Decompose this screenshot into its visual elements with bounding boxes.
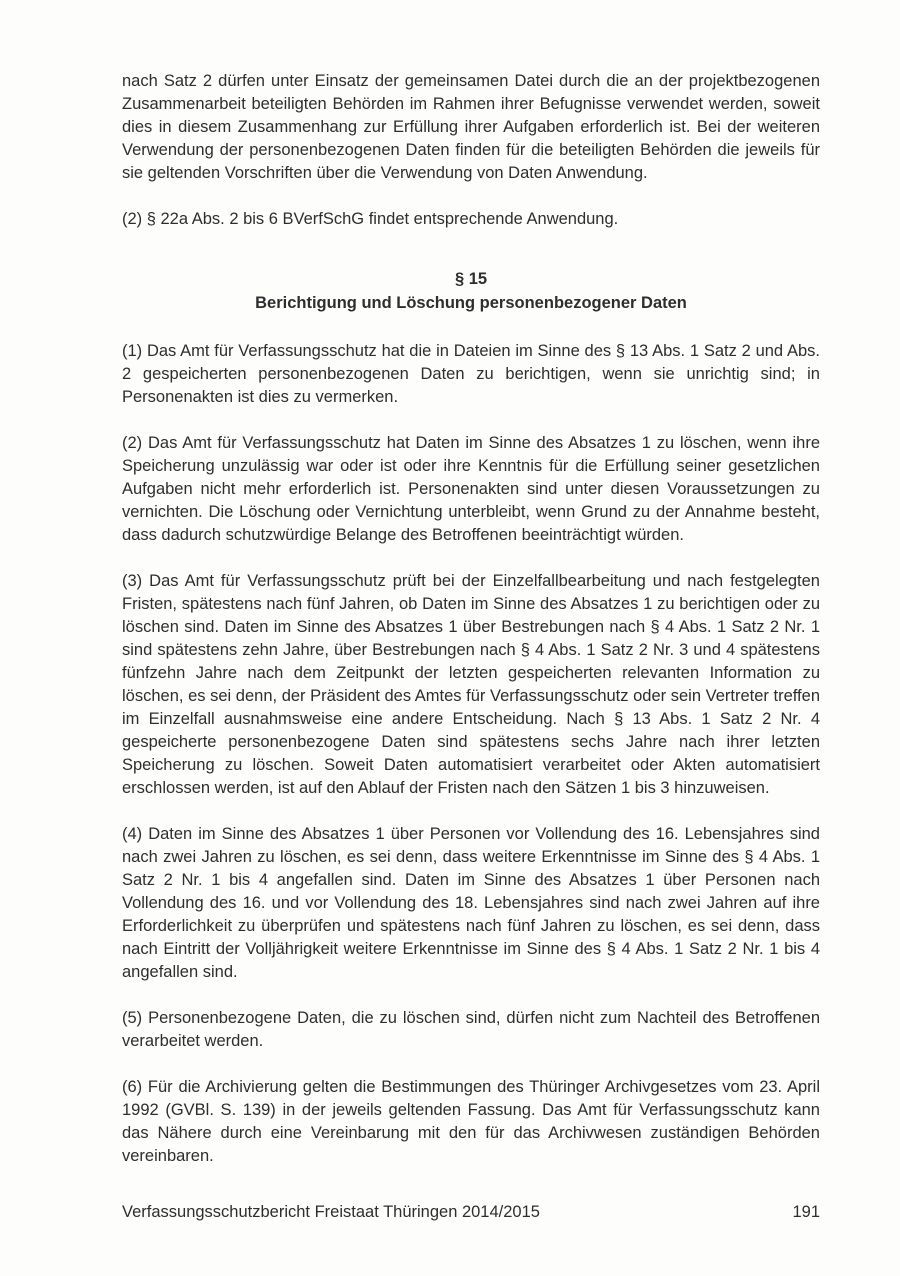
footer-report-title: Verfassungsschutzbericht Freistaat Thüringen 2014/2015	[122, 1203, 540, 1221]
paragraph-bverfschg-reference: (2) § 22a Abs. 2 bis 6 BVerfSchG findet entsprechende Anwendung.	[122, 210, 619, 228]
paragraph-15-abs-6: (6) Für die Archivierung gelten die Bestimmungen des Thüringer Archivgesetzes vom 23. April 1992 (GVBl. S. 139) in der jeweils geltenden Fassung. Das Amt für Verfassungsschutz kann das Nähere durch eine Vereinbarung mit den für das Archivwesen zuständigen Behörden vereinbaren.	[122, 1078, 820, 1165]
footer-page-number: 191	[792, 1203, 820, 1221]
paragraph-15-abs-1: (1) Das Amt für Verfassungsschutz hat die in Dateien im Sinne des § 13 Abs. 1 Satz 2 und Abs. 2 gespeicherten personenbezogenen Daten zu berichtigen, wenn sie unrichtig sind; in Personenakten ist dies zu vermerken.	[122, 342, 820, 406]
page-footer	[122, 1201, 820, 1224]
paragraph-15-abs-5: (5) Personenbezogene Daten, die zu löschen sind, dürfen nicht zum Nachteil des Betroffenen verarbeitet werden.	[122, 1009, 820, 1050]
section-heading	[122, 267, 820, 315]
section-number: § 15	[454, 270, 488, 288]
paragraph-15-abs-3: (3) Das Amt für Verfassungsschutz prüft bei der Einzelfallbearbeitung und nach festgelegten Fristen, spätestens nach fünf Jahren, ob Daten im Sinne des Absatzes 1 zu berichtigen oder zu löschen sind. Daten im Sinne des Absatzes 1 über Bestrebungen nach § 4 Abs. 1 Satz 2 Nr. 1 sind spätestens zehn Jahre, über Bestrebungen nach § 4 Abs. 1 Satz 2 Nr. 3 und 4 spätestens fünfzehn Jahre nach dem Zeitpunkt der letzten gespeicherten relevanten Information zu löschen, es sei denn, der Präsident des Amtes für Verfassungsschutz oder sein Vertreter treffen im Einzelfall ausnahmsweise eine andere Entscheidung. Nach § 13 Abs. 1 Satz 2 Nr. 4 gespeicherte personenbezogene Daten sind spätestens sechs Jahre nach ihrer letzten Speicherung zu löschen. Soweit Daten automatisiert verarbeitet oder Akten automatisiert erschlossen werden, ist auf den Ablauf der Fristen nach den Sätzen 1 bis 3 hinzuweisen.	[122, 572, 820, 797]
paragraph-15-abs-4: (4) Daten im Sinne des Absatzes 1 über Personen vor Vollendung des 16. Lebensjahres sind nach zwei Jahren zu löschen, es sei denn, dass weitere Erkenntnisse im Sinne des § 4 Abs. 1 Satz 2 Nr. 1 bis 4 angefallen sind. Daten im Sinne des Absatzes 1 über Personen nach Vollendung des 16. und vor Vollendung des 18. Lebensjahres sind nach zwei Jahren auf ihre Erforderlichkeit zu überprüfen und spätestens nach fünf Jahren zu löschen, es sei denn, dass nach Eintritt der Volljährigkeit weitere Erkenntnisse im Sinne des § 4 Abs. 1 Satz 2 Nr. 1 bis 4 angefallen sind.	[122, 825, 820, 981]
section-title: Berichtigung und Löschung personenbezogener Daten	[255, 294, 687, 312]
paragraph-15-abs-2: (2) Das Amt für Verfassungsschutz hat Daten im Sinne des Absatzes 1 zu löschen, wenn ihre Speicherung unzulässig war oder ist oder ihre Kenntnis für die Erfüllung seiner gesetzlichen Aufgaben nicht mehr erforderlich ist. Personenakten sind unter diesen Voraussetzungen zu vernichten. Die Löschung oder Vernichtung unterbleibt, wenn Grund zu der Annahme besteht, dass dadurch schutzwürdige Belange des Betroffenen beeinträchtigt würden.	[122, 434, 820, 544]
paragraph-carryover: nach Satz 2 dürfen unter Einsatz der gemeinsamen Datei durch die an der projektbezogenen Zusammenarbeit beteiligten Behörden im Rahmen ihrer Befugnisse verwendet werden, soweit dies in diesem Zusammenhang zur Erfüllung ihrer Aufgaben erforderlich ist. Bei der weiteren Verwendung der personenbezogenen Daten finden für die beteiligten Behörden die jeweils für sie geltenden Vorschriften über die Verwendung von Daten Anwendung.	[122, 72, 820, 182]
document-content	[122, 70, 820, 1168]
